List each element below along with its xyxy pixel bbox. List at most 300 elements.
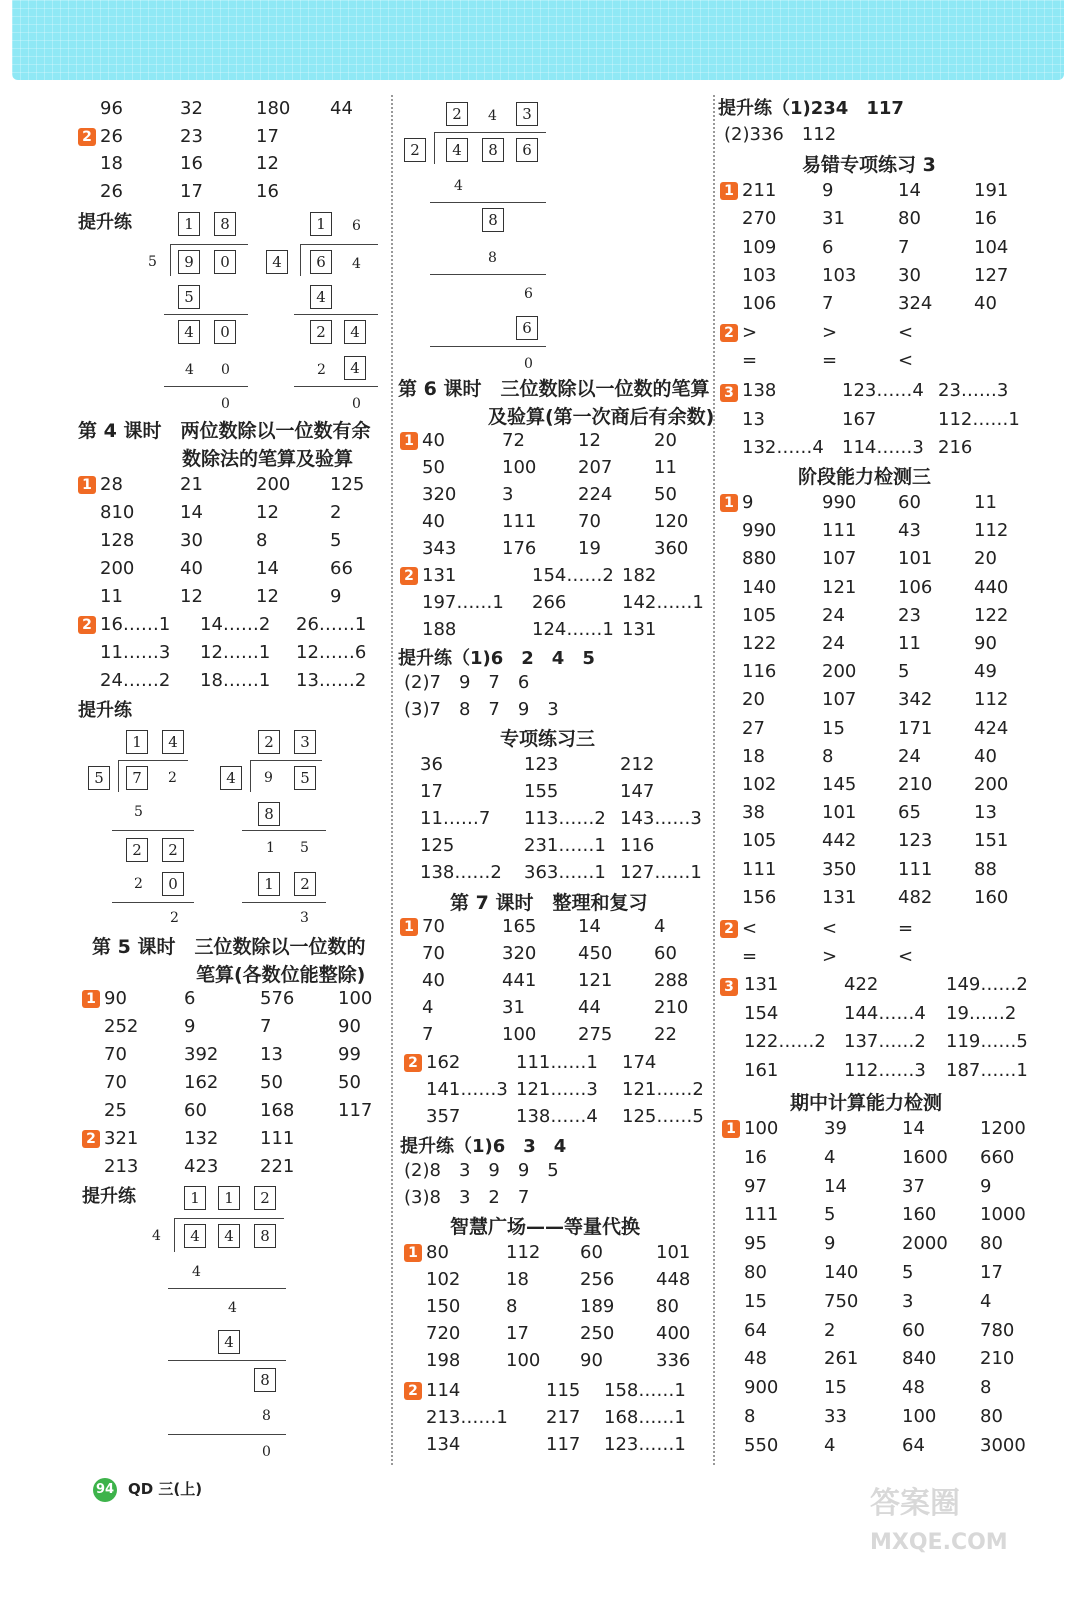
answer-cell: 26 xyxy=(100,181,123,202)
answer-cell: < xyxy=(898,946,914,967)
answer-cell: 112 xyxy=(974,689,1009,711)
answer-cell: 9 xyxy=(822,180,834,201)
question-number-marker: 1 xyxy=(720,494,738,512)
answer-cell: 252 xyxy=(104,1016,139,1037)
digit-box: 9 xyxy=(178,250,200,274)
answer-cell: 14 xyxy=(180,502,203,523)
answer-cell: 26 xyxy=(100,126,123,147)
answer-cell: 19……2 xyxy=(946,1002,1017,1024)
answer-cell: 64 xyxy=(902,1434,925,1456)
answer-cell: 40 xyxy=(974,745,997,767)
answer-cell: 151 xyxy=(974,830,1009,852)
answer-cell: 16 xyxy=(744,1146,767,1168)
text: (3)8 3 2 7 xyxy=(404,1187,530,1208)
answer-cell: 171 xyxy=(898,717,933,739)
answer-cell: 7 xyxy=(822,293,834,315)
digit: 5 xyxy=(134,804,143,820)
answer-cell: 321 xyxy=(104,1128,139,1149)
answer-cell: 66 xyxy=(330,558,353,579)
answer-row xyxy=(742,348,1062,374)
practice-label: 提升练（1)6 2 4 5 xyxy=(398,648,595,669)
answer-cell: 210 xyxy=(654,997,689,1018)
answer-cell: 150 xyxy=(426,1296,461,1317)
digit-box: 2 xyxy=(126,838,148,862)
answer-cell: 111……1 xyxy=(516,1052,598,1073)
digit: 0 xyxy=(352,396,361,412)
digit-box: 2 xyxy=(310,320,332,344)
answer-cell: 43 xyxy=(898,520,921,542)
answer-cell: 64 xyxy=(744,1319,767,1341)
answer-row xyxy=(100,668,420,694)
answer-row xyxy=(744,1001,1064,1027)
answer-cell: 104 xyxy=(974,236,1009,258)
answer-cell: 27 xyxy=(742,717,765,739)
answer-cell: 124……1 xyxy=(532,619,614,640)
digit-box: 4 xyxy=(218,1224,240,1248)
answer-cell: 4 xyxy=(824,1146,836,1168)
answer-cell: 30 xyxy=(180,530,203,551)
answer-cell: 132 xyxy=(184,1128,219,1149)
answer-cell: 18 xyxy=(100,153,123,174)
digit-box: 5 xyxy=(294,766,316,790)
digit-box: 6 xyxy=(516,138,538,162)
practice-label: 提升练 xyxy=(78,212,132,233)
digit: 6 xyxy=(524,286,533,302)
answer-cell: 210 xyxy=(898,774,933,795)
answer-cell: 189 xyxy=(580,1296,615,1317)
answer-row xyxy=(408,1050,746,1076)
division-line xyxy=(242,902,326,903)
digit-box: 4 xyxy=(446,138,468,162)
answer-cell: 9 xyxy=(742,492,754,513)
answer-cell: 70 xyxy=(422,916,445,937)
answer-row xyxy=(420,833,740,859)
answer-cell: 123 xyxy=(524,754,559,775)
answer-cell: 11 xyxy=(654,457,677,478)
answer-cell: 11 xyxy=(100,586,123,607)
answer-cell: 60 xyxy=(580,1242,603,1263)
digit-box: 0 xyxy=(214,320,236,344)
answer-cell: 112……1 xyxy=(938,408,1020,430)
answer-cell: 49 xyxy=(974,661,997,683)
answer-cell: 191 xyxy=(974,180,1009,201)
answer-cell: 14 xyxy=(902,1118,925,1139)
digit-box: 4 xyxy=(344,320,366,344)
answer-cell: 32 xyxy=(180,98,203,119)
question-number-marker: 1 xyxy=(78,476,96,494)
answer-row xyxy=(422,482,742,508)
answer-cell: 200 xyxy=(100,558,135,579)
answer-cell: 140 xyxy=(824,1262,859,1283)
answer-row xyxy=(422,509,742,535)
answer-cell: 15 xyxy=(744,1290,767,1312)
answer-cell: 95 xyxy=(744,1233,767,1255)
answer-cell: 8 xyxy=(822,745,834,767)
answer-row xyxy=(742,944,1062,970)
answer-row xyxy=(744,1404,1064,1430)
answer-cell: 60 xyxy=(184,1100,207,1121)
answer-cell: 80 xyxy=(656,1296,679,1317)
answer-cell: 115 xyxy=(546,1380,581,1401)
digit-box: 8 xyxy=(482,208,504,232)
answer-cell: 8 xyxy=(744,1406,756,1427)
answer-cell: 2 xyxy=(824,1319,836,1341)
answer-cell: 15 xyxy=(822,717,845,739)
answer-cell: 18 xyxy=(742,745,765,767)
answer-cell: 11……7 xyxy=(420,808,491,829)
answer-cell: 13 xyxy=(260,1044,283,1065)
answer-cell: 123……4 xyxy=(842,380,924,401)
answer-row xyxy=(420,752,740,778)
answer-row xyxy=(742,378,1062,404)
answer-row xyxy=(744,972,1064,998)
answer-cell: 14……2 xyxy=(200,614,271,635)
digit: 1 xyxy=(266,840,275,856)
answer-row xyxy=(404,428,742,454)
answer-row xyxy=(742,631,1062,657)
digit: 0 xyxy=(221,362,230,378)
division-bracket xyxy=(174,1218,175,1252)
answer-cell: 70 xyxy=(104,1072,127,1093)
answer-row xyxy=(742,744,1062,770)
answer-cell: 212 xyxy=(620,754,655,775)
answer-cell: 20 xyxy=(654,430,677,451)
digit-box: 1 xyxy=(258,872,280,896)
answer-cell: 88 xyxy=(974,858,997,880)
answer-cell: 60 xyxy=(898,492,921,513)
answer-cell: 131 xyxy=(422,565,457,586)
answer-cell: 9 xyxy=(824,1233,836,1255)
answer-cell: 156 xyxy=(742,886,777,908)
division-line xyxy=(174,1218,284,1219)
question-number-marker: 1 xyxy=(400,432,418,450)
answer-cell: 216 xyxy=(938,437,973,458)
answer-cell: 123……1 xyxy=(604,1434,686,1455)
answer-cell: 80 xyxy=(426,1242,449,1263)
question-number-marker: 3 xyxy=(720,978,738,996)
answer-cell: 101 xyxy=(898,548,933,570)
answer-cell: 144……4 xyxy=(844,1002,926,1024)
answer-cell: 450 xyxy=(578,943,613,964)
answer-cell: 270 xyxy=(742,208,777,230)
answer-cell: 5 xyxy=(902,1262,914,1283)
answer-cell: 288 xyxy=(654,970,689,991)
answer-row xyxy=(726,1116,1064,1142)
answer-cell: 121 xyxy=(822,576,857,598)
answer-cell: 13……2 xyxy=(296,670,367,691)
answer-cell: 70 xyxy=(104,1044,127,1065)
answer-cell: 482 xyxy=(898,886,933,908)
answer-cell: 99 xyxy=(338,1044,361,1065)
answer-cell: 4 xyxy=(422,997,434,1018)
answer-cell: 363……1 xyxy=(524,862,606,883)
practice-label: 提升练 xyxy=(82,1186,136,1207)
division-line xyxy=(168,1434,286,1435)
answer-cell: 392 xyxy=(184,1044,219,1065)
answer-cell: 90 xyxy=(338,1016,361,1037)
answer-row xyxy=(82,124,420,150)
answer-cell: < xyxy=(898,350,914,371)
section-title: 智慧广场——等量代换 xyxy=(450,1216,641,1238)
text: (2)8 3 9 9 5 xyxy=(404,1160,559,1181)
answer-cell: 23 xyxy=(180,126,203,147)
answer-cell: 266 xyxy=(532,592,567,613)
digit: 6 xyxy=(352,218,361,234)
answer-row xyxy=(408,1240,746,1266)
answer-row xyxy=(104,1014,424,1040)
digit-box: 2 xyxy=(162,838,184,862)
division-line xyxy=(112,830,194,831)
answer-cell: 102 xyxy=(742,774,777,795)
answer-cell: 37 xyxy=(902,1175,925,1197)
answer-cell: < xyxy=(742,918,758,939)
answer-cell: 101 xyxy=(822,802,857,824)
answer-cell: 261 xyxy=(824,1348,859,1370)
answer-cell: 21 xyxy=(180,474,203,495)
text: (2)336 112 xyxy=(724,124,837,145)
answer-cell: 60 xyxy=(654,943,677,964)
digit: 4 xyxy=(152,1228,161,1244)
answer-row xyxy=(100,151,420,177)
watermark-logo: 答案圈 MXQE.COM xyxy=(870,1486,1008,1555)
answer-cell: 111 xyxy=(822,520,857,542)
answer-cell: 90 xyxy=(104,988,127,1009)
answer-cell: = xyxy=(822,350,838,371)
answer-cell: 105 xyxy=(742,604,777,626)
answer-cell: 80 xyxy=(744,1262,767,1283)
digit-box: 1 xyxy=(310,212,332,236)
answer-row xyxy=(742,772,1062,798)
section-title: 阶段能力检测三 xyxy=(798,466,932,488)
answer-row xyxy=(724,320,1062,346)
digit-box: 0 xyxy=(214,250,236,274)
answer-row xyxy=(742,206,1062,232)
digit-box: 8 xyxy=(254,1368,276,1392)
answer-cell: 40 xyxy=(422,970,445,991)
answer-cell: 100 xyxy=(502,457,537,478)
answer-cell: 112 xyxy=(506,1242,541,1263)
digit-box: 5 xyxy=(88,766,110,790)
answer-cell: 441 xyxy=(502,970,537,991)
lesson-title: 数除法的笔算及验算 xyxy=(182,448,354,470)
answer-cell: 448 xyxy=(656,1269,691,1290)
text: (3)7 8 7 9 3 xyxy=(404,699,559,720)
answer-cell: 48 xyxy=(902,1377,925,1399)
answer-cell: 14 xyxy=(578,916,601,937)
section-title: 易错专项练习 3 xyxy=(802,154,936,176)
answer-cell: 80 xyxy=(980,1233,1003,1255)
answer-cell: 100 xyxy=(744,1118,779,1139)
answer-cell: 320 xyxy=(422,484,457,505)
answer-row xyxy=(426,1348,746,1374)
answer-row xyxy=(422,590,742,616)
answer-cell: 20 xyxy=(742,689,765,711)
digit: 4 xyxy=(454,178,463,194)
answer-cell: 24 xyxy=(822,633,845,654)
answer-row xyxy=(744,1346,1064,1372)
digit-box: 4 xyxy=(344,356,366,380)
answer-cell: 200 xyxy=(822,661,857,683)
answer-cell: 23 xyxy=(898,604,921,626)
answer-cell: 750 xyxy=(824,1290,859,1312)
answer-cell: 121……2 xyxy=(622,1079,704,1100)
answer-cell: 28 xyxy=(100,474,123,495)
answer-cell: 16 xyxy=(180,153,203,174)
answer-cell: 197……1 xyxy=(422,592,504,613)
answer-cell: 11 xyxy=(898,633,921,654)
practice-label: 提升练 xyxy=(78,700,132,721)
answer-cell: 14 xyxy=(824,1175,847,1197)
answer-row xyxy=(744,1260,1064,1286)
answer-cell: 182 xyxy=(622,565,657,586)
answer-cell: 165 xyxy=(502,916,537,937)
answer-row xyxy=(742,407,1062,433)
digit: 4 xyxy=(488,108,497,124)
answer-cell: 9 xyxy=(330,586,342,607)
answer-row xyxy=(744,1058,1064,1084)
answer-cell: 125……5 xyxy=(622,1106,704,1127)
digit: 0 xyxy=(262,1444,271,1460)
answer-cell: 106 xyxy=(898,576,933,598)
answer-cell: 231……1 xyxy=(524,835,606,856)
answer-cell: 17 xyxy=(980,1262,1003,1283)
answer-row xyxy=(426,1405,746,1431)
answer-cell: 36 xyxy=(420,754,443,775)
answer-cell: 70 xyxy=(422,943,445,964)
answer-cell: 80 xyxy=(980,1406,1003,1427)
answer-cell: 4 xyxy=(824,1434,836,1456)
question-number-marker: 1 xyxy=(400,918,418,936)
answer-cell: 320 xyxy=(502,943,537,964)
answer-cell: 80 xyxy=(898,208,921,230)
answer-cell: = xyxy=(742,946,758,967)
answer-cell: 50 xyxy=(260,1072,283,1093)
answer-cell: 810 xyxy=(100,502,135,523)
answer-row xyxy=(724,178,1062,204)
question-number-marker: 1 xyxy=(404,1244,422,1262)
lesson-title: 第 7 课时 整理和复习 xyxy=(450,892,648,914)
answer-row xyxy=(426,1432,746,1458)
answer-row xyxy=(100,556,420,582)
answer-cell: 7 xyxy=(260,1016,272,1037)
answer-cell: 96 xyxy=(100,98,123,119)
practice-label: 提升练（1)6 3 4 xyxy=(400,1136,567,1157)
answer-cell: 102 xyxy=(426,1269,461,1290)
division-line xyxy=(250,760,322,761)
answer-row xyxy=(100,640,420,666)
answer-cell: 5 xyxy=(330,530,342,551)
page-number-badge: 94 xyxy=(93,1478,117,1502)
answer-cell: 14 xyxy=(898,180,921,201)
answer-cell: 39 xyxy=(824,1118,847,1139)
answer-cell: 25 xyxy=(104,1100,127,1121)
answer-cell: 121 xyxy=(578,970,613,991)
answer-row xyxy=(744,1145,1064,1171)
answer-cell: 50 xyxy=(422,457,445,478)
division-line xyxy=(168,1288,286,1289)
lesson-title: 第 6 课时 三位数除以一位数的笔算 xyxy=(398,378,710,400)
section-title: 期中计算能力检测 xyxy=(790,1092,943,1114)
answer-cell: 90 xyxy=(974,633,997,654)
answer-cell: 160 xyxy=(974,886,1009,908)
answer-cell: 16 xyxy=(974,208,997,230)
answer-cell: 8 xyxy=(256,530,268,551)
question-number-marker: 2 xyxy=(720,920,738,938)
answer-row xyxy=(422,536,742,562)
answer-cell: 50 xyxy=(654,484,677,505)
answer-cell: 116 xyxy=(742,661,777,683)
lesson-title: 第 5 课时 三位数除以一位数的 xyxy=(92,936,366,958)
digit-box: 2 xyxy=(404,138,426,162)
answer-cell: 141……3 xyxy=(426,1079,508,1100)
answer-cell: 131 xyxy=(822,886,857,908)
digit-box: 1 xyxy=(184,1186,206,1210)
answer-cell: 111 xyxy=(260,1128,295,1149)
digit-box: 8 xyxy=(482,138,504,162)
header-banner xyxy=(12,0,1064,80)
digit-box: 8 xyxy=(214,212,236,236)
division-line xyxy=(118,760,188,761)
answer-cell: 127……1 xyxy=(620,862,702,883)
answer-row xyxy=(742,603,1062,629)
answer-cell: 149……2 xyxy=(946,974,1028,995)
answer-cell: 100 xyxy=(506,1350,541,1371)
digit: 5 xyxy=(148,254,157,270)
answer-row xyxy=(724,916,1062,942)
answer-cell: 3 xyxy=(902,1290,914,1312)
answer-row xyxy=(744,1318,1064,1344)
answer-cell: 12 xyxy=(256,502,279,523)
answer-cell: 8 xyxy=(980,1377,992,1399)
answer-cell: 158……1 xyxy=(604,1380,686,1401)
digit-box: 4 xyxy=(178,320,200,344)
answer-cell: 550 xyxy=(744,1434,779,1456)
answer-cell: 211 xyxy=(742,180,777,201)
edition-label: QD 三(上) xyxy=(128,1480,203,1498)
answer-cell: 424 xyxy=(974,717,1009,739)
division-bracket xyxy=(250,760,251,792)
answer-cell: 168 xyxy=(260,1100,295,1121)
answer-row xyxy=(408,1378,746,1404)
answer-row xyxy=(742,518,1062,544)
answer-cell: 114……3 xyxy=(842,437,924,458)
answer-row xyxy=(742,546,1062,572)
digit: 0 xyxy=(221,396,230,412)
answer-cell: < xyxy=(898,322,914,343)
answer-cell: 3 xyxy=(502,484,514,505)
answer-row xyxy=(744,1231,1064,1257)
division-line xyxy=(170,244,248,245)
answer-cell: 145 xyxy=(822,774,857,795)
answer-cell: 109 xyxy=(742,236,777,258)
answer-cell: 131 xyxy=(622,619,657,640)
answer-row xyxy=(744,1202,1064,1228)
answer-cell: 122 xyxy=(974,604,1009,626)
section-title: 专项练习三 xyxy=(500,728,596,750)
answer-cell: 120 xyxy=(654,511,689,532)
answer-cell: 40 xyxy=(422,511,445,532)
answer-row xyxy=(422,617,742,643)
answer-cell: 200 xyxy=(256,474,291,495)
answer-row xyxy=(104,1042,424,1068)
answer-cell: 256 xyxy=(580,1269,615,1290)
answer-cell: 207 xyxy=(578,457,613,478)
answer-cell: 107 xyxy=(822,689,857,711)
digit: 2 xyxy=(134,876,143,892)
answer-cell: < xyxy=(822,918,838,939)
answer-cell: 154……2 xyxy=(532,565,614,586)
digit-box: 2 xyxy=(258,730,280,754)
